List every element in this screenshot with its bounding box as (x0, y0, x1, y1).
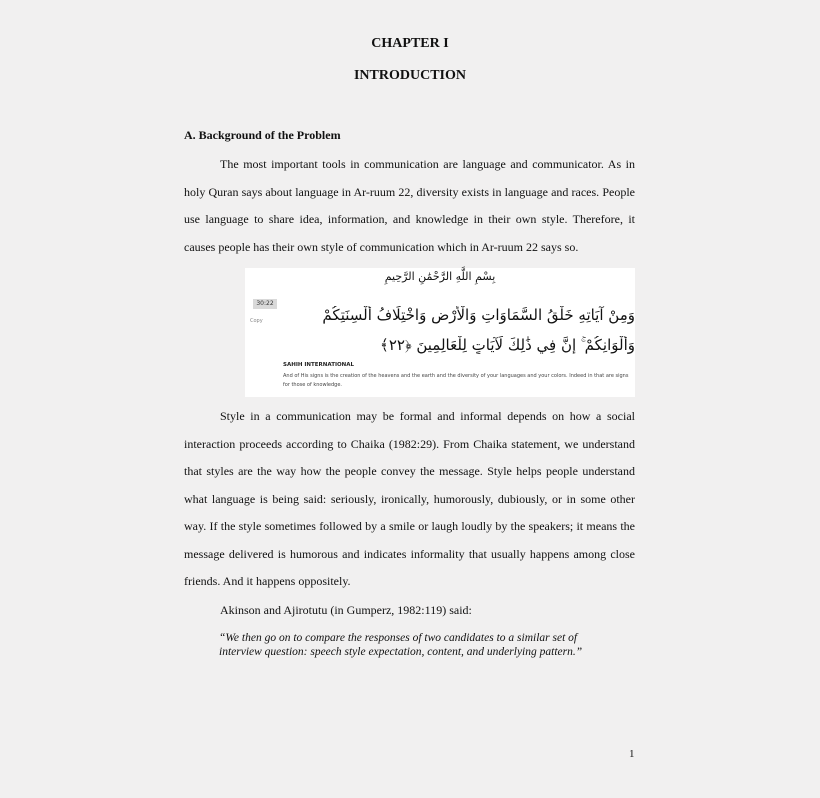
paragraph-2: Style in a communication may be formal and informal depends on how a social interaction proceeds according to Chaika (1982:29). From Chaika statement, we understand that styles are the way how the people convey the message. Style helps people understand what language is being said: seriously, ironically, humorously, dubiously, or in some other way. If the style sometimes followed by a smile or laugh loudly by the speakers; it means the message delivered is humorous and indicates informality that usually happens among close friends. And it happens oppositely. (184, 409, 635, 588)
verse-reference-badge: 30:22 (253, 299, 277, 309)
page-number: 1 (629, 748, 635, 760)
bismillah-calligraphy: بِسْمِ اللَّهِ الرَّحْمَٰنِ الرَّحِيمِ (384, 270, 496, 283)
chapter-title: INTRODUCTION (353, 68, 466, 83)
arabic-verse-line-2: وَأَلْوَانِكُمْ ۚ إِنَّ فِي ذَٰلِكَ لَآيَاتٍ لِلْعَالِمِينَ ﴿٢٢﴾ (380, 336, 635, 354)
translator-label: SAHIH INTERNATIONAL (283, 362, 355, 368)
paragraph-1: The most important tools in communication are language and communicator. As in holy Quran says about language in Ar-ruum 22, diversity exists in language and races. People use language to share idea, information, and knowledge in their own style. Therefore, it causes people has their own style of communication which in Ar-ruum 22 says so. (184, 157, 635, 254)
quran-verse-image (245, 268, 635, 397)
arabic-verse-line-1: وَمِنْ آيَاتِهِ خَلْقُ السَّمَاوَاتِ وَالْأَرْضِ وَاخْتِلَافُ أَلْسِنَتِكُمْ (322, 306, 635, 324)
section-heading: A. Background of the Problem (184, 128, 341, 142)
chapter-heading: CHAPTER I (371, 36, 449, 51)
copy-label: Copy (250, 318, 263, 324)
paragraph-3: Akinson and Ajirotutu (in Gumperz, 1982:119) said: (220, 603, 472, 617)
block-quote: “We then go on to compare the responses of two candidates to a similar set of interview question: speech style expectation, content, and underlying pattern.” (219, 632, 583, 658)
verse-translation: And of His signs is the creation of the heavens and the earth and the diversity of your languages and your colors. Indeed in that are signs for those of knowledge. (283, 373, 629, 388)
